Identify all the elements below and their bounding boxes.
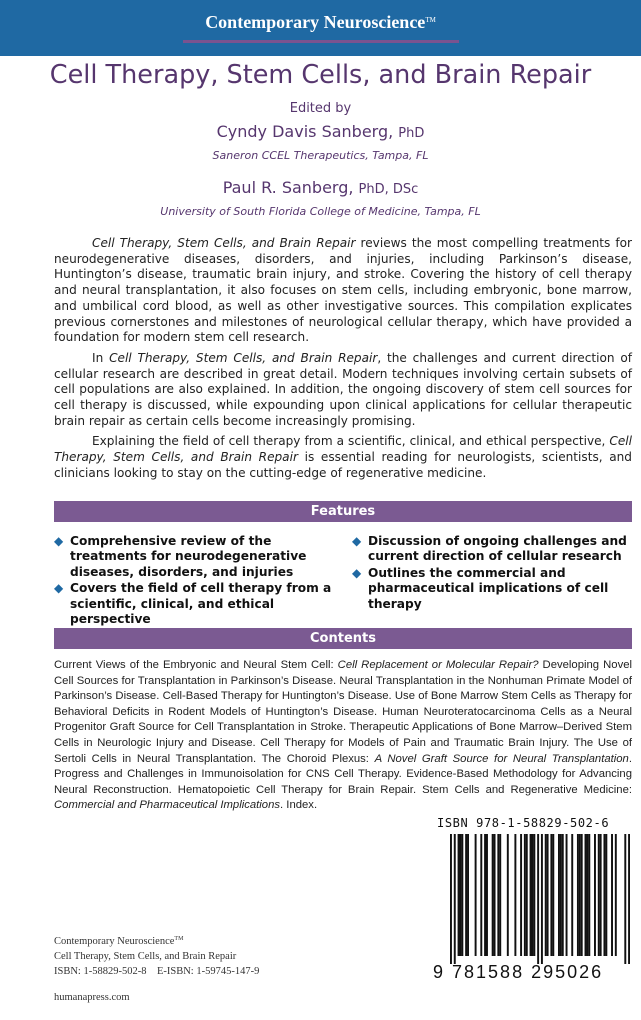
barcode-bar xyxy=(562,834,564,956)
barcode-bar xyxy=(571,834,573,956)
barcode-bar xyxy=(577,834,579,956)
barcode-bar xyxy=(499,834,501,956)
barcode-bar xyxy=(520,834,522,956)
barcode-bar xyxy=(600,834,602,956)
barcode-bar xyxy=(628,834,630,964)
feature-item: ◆ Covers the field of cell therapy from a scientific, clinical, and ethical perspective xyxy=(54,581,332,627)
barcode-bar xyxy=(486,834,488,956)
barcode-bar xyxy=(558,834,560,956)
barcode-bar xyxy=(537,834,539,964)
barcode-bar xyxy=(605,834,607,956)
features-list-right xyxy=(352,534,628,613)
footer-website: humanapress.com xyxy=(54,992,130,1003)
footer-series: Contemporary Neuroscience™ xyxy=(54,936,184,947)
barcode-bar xyxy=(533,834,535,956)
series-title: Contemporary Neuroscience™ xyxy=(205,12,436,32)
editor-affiliation: University of South Florida College of Medicine, Tampa, FL xyxy=(160,205,481,218)
diamond-bullet-icon: ◆ xyxy=(54,534,64,548)
contents-heading: Contents xyxy=(54,628,632,649)
series-rule xyxy=(183,40,459,43)
barcode-bar xyxy=(497,834,499,956)
feature-item: ◆ Discussion of ongoing challenges and current direction of cellular research xyxy=(352,534,627,564)
edited-by: Edited by xyxy=(289,101,352,116)
barcode-bar xyxy=(484,834,486,956)
editor-affiliation: Saneron CCEL Therapeutics, Tampa, FL xyxy=(212,149,429,162)
barcode-bar xyxy=(465,834,467,956)
barcode-bar xyxy=(450,834,452,964)
barcode-bar xyxy=(492,834,494,956)
barcode-number: 9 781588 295026 xyxy=(433,962,604,982)
barcode-bar xyxy=(526,834,528,956)
features-list-left xyxy=(54,534,340,628)
barcode-bar xyxy=(530,834,532,956)
feature-item: ◆ Outlines the commercial and pharmaceutical implications of cell therapy xyxy=(352,565,609,611)
barcode-bar xyxy=(624,834,626,964)
barcode-bar xyxy=(494,834,496,956)
barcode-bar xyxy=(461,834,463,956)
barcode-bar xyxy=(594,834,596,956)
diamond-bullet-icon: ◆ xyxy=(352,565,362,580)
barcode-bar xyxy=(475,834,477,956)
barcode-bar xyxy=(560,834,562,956)
barcode-bar xyxy=(458,834,460,956)
barcode-bar xyxy=(547,834,549,956)
barcode-bar xyxy=(586,834,588,956)
barcode-bar xyxy=(545,834,547,956)
description-paragraph: Explaining the field of cell therapy from a scientific, clinical, and ethical perspective, Cell Therapy, Stem Cells, and Brain Repair is essential reading for neurologists, scientists, and clinicians looking to stay on the cutting-edge of regenerative medicine. xyxy=(54,434,632,480)
footer-book-title: Cell Therapy, Stem Cells, and Brain Repair xyxy=(54,951,237,962)
barcode-bar xyxy=(550,834,552,956)
barcode-bar xyxy=(566,834,568,956)
editor-name: Paul R. Sanberg, PhD, DSc xyxy=(222,178,419,197)
barcode-bar xyxy=(611,834,613,956)
barcode-bar xyxy=(579,834,581,956)
barcode-bar xyxy=(588,834,590,956)
book-description xyxy=(54,236,632,487)
barcode-bar xyxy=(598,834,600,956)
barcode-bar xyxy=(552,834,554,956)
barcode-bar xyxy=(585,834,587,956)
barcode-bar xyxy=(615,834,617,956)
barcode-bar xyxy=(514,834,516,956)
barcode-bar xyxy=(480,834,482,956)
barcode-bar xyxy=(454,834,456,964)
barcode-bar xyxy=(581,834,583,956)
barcode-bar xyxy=(541,834,543,964)
editor-name: Cyndy Davis Sanberg, PhD xyxy=(216,122,425,141)
description-paragraph: Cell Therapy, Stem Cells, and Brain Repair reviews the most compelling treatments for neurodegenerative diseases, disorders, and injuries, including Parkinson’s disease, Huntington’s disease, traumatic brain injury, and stroke. Covering the history of cell therapy and neural transplantation, it also focuses on stem cells, including embryonic, bone marrow, and umbilical cord blood, as well as other investigative sources. This compilation explicates previous cornerstones and milestones of neurological cellular therapy, which have provided a foundation for modern stem cell research. xyxy=(54,236,632,345)
feature-item: ◆ Comprehensive review of the treatments for neurodegenerative diseases, disorders, and injuries xyxy=(54,534,307,579)
barcode-bar xyxy=(507,834,509,956)
barcode-bar xyxy=(459,834,461,956)
isbn-label: ISBN 978-1-58829-502-6 xyxy=(437,816,610,830)
barcode-image xyxy=(450,834,630,964)
diamond-bullet-icon: ◆ xyxy=(352,534,362,548)
book-title: Cell Therapy, Stem Cells, and Brain Repair xyxy=(49,60,592,90)
barcode-bar xyxy=(467,834,469,956)
footer-isbn: ISBN: 1-58829-502-8 E-ISBN: 1-59745-147-9 xyxy=(54,966,260,977)
barcode-bar xyxy=(603,834,605,956)
barcode-bar xyxy=(531,834,533,956)
contents-text: Current Views of the Embryonic and Neural Stem Cell: Cell Replacement or Molecular Repair? Developing Novel Cell Sources for Transplantation in Parkinson’s Disease. Neural Transplantation in the Nonhuman Primate Model of Parkinson’s Disease. Cell-Based Therapy for Huntington’s Disease. Use of Bone Marrow Stem Cells as Therapy for Behavioral Deficits in Rodent Models of Huntington’s Disease. Human Neuroteratocarcinoma Cells as a Neural Progenitor Graft Source for Cell Transplantation in Stroke. Therapeutic Applications of Bone Marrow–Derived Stem Cells in Neurologic Injury and Disease. Cell Therapy for Models of Pain and Traumatic Brain Injury. The Use of Sertoli Cells in Neural Transplantation. The Choroid Plexus: A Novel Graft Source for Neural Transplantation. Progress and Challenges in Immunoisolation for CNS Cell Therapy. Evidence-Based Methodology for Advancing Neural Reconstruction. Hematopoietic Cell Therapy for Brain Repair. Stem Cells and Regenerative Medicine: Commercial and Pharmaceutical Implications. Index. xyxy=(54,659,633,812)
diamond-bullet-icon: ◆ xyxy=(54,581,64,596)
description-paragraph: In Cell Therapy, Stem Cells, and Brain Repair, the challenges and current direction of cellular research are described in great detail. Modern techniques involving certain subsets of cell populations are also explained. In addition, the ongoing discovery of stem cell sources for cell therapy is discussed, while expounding upon clinical applications for cellular therapeutic brain repair as certain cells become increasingly promising. xyxy=(54,350,632,428)
barcode-bar xyxy=(524,834,526,956)
features-heading: Features xyxy=(54,501,632,522)
